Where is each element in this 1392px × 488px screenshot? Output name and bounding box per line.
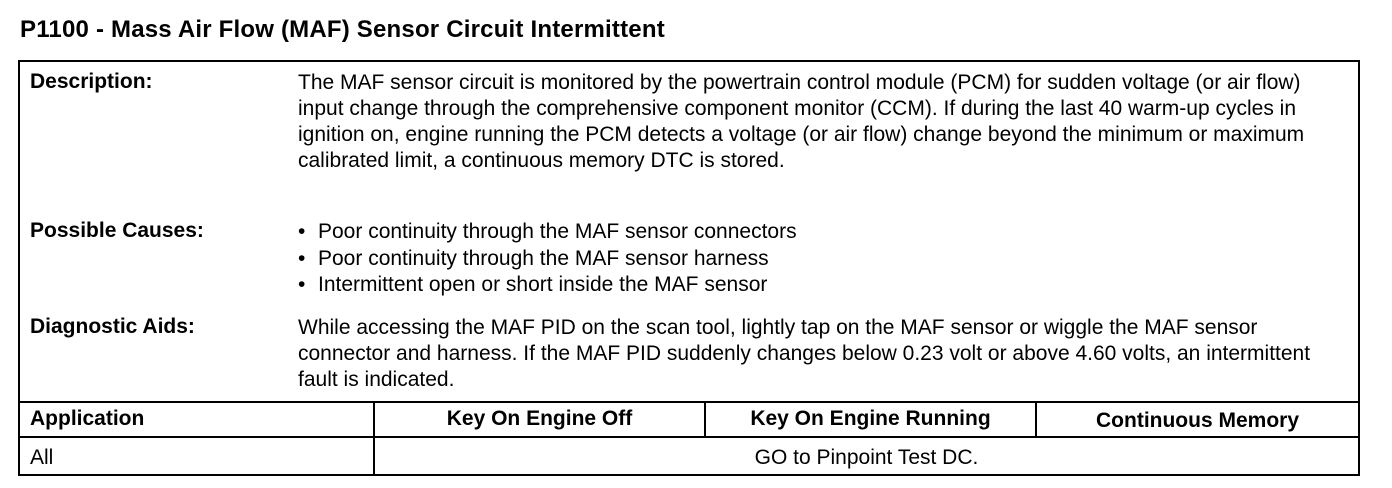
header-key-on-engine-running: Key On Engine Running	[750, 407, 991, 430]
table-row-application: All	[30, 446, 54, 469]
description-text: The MAF sensor circuit is monitored by the powertrain control module (PCM) for sudden voltage (or air flow) input change through the comprehensive component monitor (CCM). If during the last 40 warm-up cycles in ignition on, engine running the PCM detects a voltage (or air flow) change beyond the minimum or maximum calibrated limit, a continuous memory DTC is stored.	[298, 71, 1305, 172]
list-item	[298, 272, 1348, 299]
bullet-icon: •	[298, 246, 306, 270]
cause-text: Poor continuity through the MAF sensor harness	[318, 246, 769, 270]
header-key-on-engine-off: Key On Engine Off	[446, 407, 633, 430]
header-application: Application	[30, 407, 145, 430]
table-row-action: GO to Pinpoint Test DC.	[754, 446, 979, 469]
table-header-rule	[20, 436, 1358, 438]
possible-causes-list	[298, 219, 1348, 299]
diagnostic-aids-label: Diagnostic Aids:	[30, 315, 195, 338]
application-table	[20, 401, 1358, 474]
dtc-info-frame	[18, 60, 1360, 476]
diagnostic-aids-text: While accessing the MAF PID on the scan tool, lightly tap on the MAF sensor or wiggle the MAF sensor connector and harness. If the MAF PID suddenly changes below 0.23 volt or above 4.60 volts, an intermittent fault is indicated.	[298, 316, 1311, 391]
list-item	[298, 246, 1348, 273]
header-continuous-memory: Continuous Memory	[1096, 409, 1299, 432]
cause-text: Intermittent open or short inside the MAF sensor	[318, 273, 768, 296]
bullet-icon: •	[298, 220, 306, 243]
page-title: P1100 - Mass Air Flow (MAF) Sensor Circuit Intermittent	[20, 16, 665, 43]
bullet-icon: •	[298, 273, 306, 296]
table-top-rule	[20, 401, 1358, 403]
list-item	[298, 219, 1348, 246]
description-label: Description:	[30, 70, 153, 93]
possible-causes-label: Possible Causes:	[30, 219, 204, 242]
cause-text: Poor continuity through the MAF sensor connectors	[318, 220, 797, 243]
